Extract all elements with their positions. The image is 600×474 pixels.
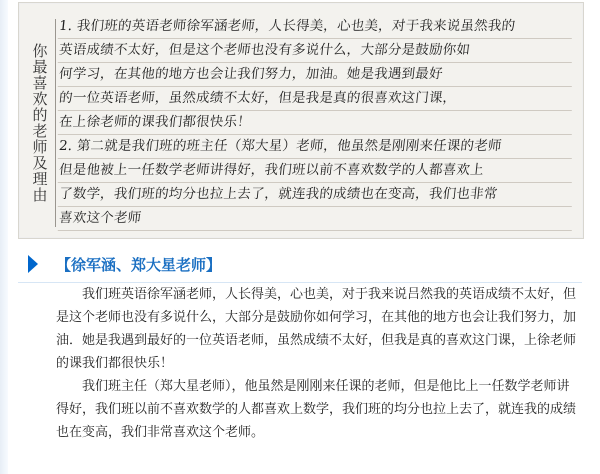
handwritten-line: 英语成绩不太好，但是这个老师也没有多说什么，大部分是鼓励你如 — [58, 39, 575, 63]
handwritten-line: 1. 我们班的英语老师徐军涵老师，人长得美，心也美，对于我来说虽然我的 — [58, 15, 575, 39]
section-heading-text: 【徐军涵、郑大星老师】 — [56, 255, 222, 274]
article-paragraph: 我们班英语徐军涵老师，人长得美，心也美，对于我来说吕然我的英语成绩不太好，但是这个老师也没有多说什么，大部分是鼓励你如何学习，在其他的地方也会让我们努力，加油．她是我遇到最好的一位英语老师，虽然成绩不太好，但我是真的喜欢这门课，上徐老师的课我们都很快乐！ — [56, 287, 577, 371]
triangle-right-icon — [28, 255, 38, 273]
handwritten-line: 何学习，在其他的地方也会让我们努力，加油。她是我遇到最好 — [58, 63, 575, 87]
scan-side-label-text: 你最喜欢的老师及理由 — [30, 43, 49, 203]
handwritten-line: 喜欢这个老师 — [58, 207, 575, 231]
scan-side-label — [25, 19, 56, 227]
handwritten-line: 的一位英语老师，虽然成绩不太好，但是我是真的很喜欢这门课， — [58, 87, 575, 111]
left-rail — [0, 0, 8, 474]
article — [18, 246, 582, 444]
section-heading — [18, 246, 582, 283]
handwritten-line: 在上徐老师的课我们都很快乐！ — [58, 111, 575, 135]
scan-lines — [59, 15, 573, 231]
handwritten-scan — [18, 2, 584, 239]
handwritten-line: 了数学，我们班的均分也拉上去了，就连我的成绩也在变高，我们也非常 — [58, 183, 575, 207]
handwritten-line: 2. 第二就是我们班的班主任（郑大星）老师，他虽然是刚刚来任课的老师 — [58, 135, 575, 159]
handwritten-line: 但是他被上一任数学老师讲得好，我们班以前不喜欢数学的人都喜欢上 — [58, 159, 575, 183]
article-paragraph: 我们班主任（郑大星老师），他虽然是刚刚来任课的老师，但是他比上一任数学老师讲得好，我们班以前不喜欢数学的人都喜欢上数学，我们班的均分也拉上去了，就连我的成绩也在变高，我们非常喜欢这个老师。 — [56, 379, 577, 440]
